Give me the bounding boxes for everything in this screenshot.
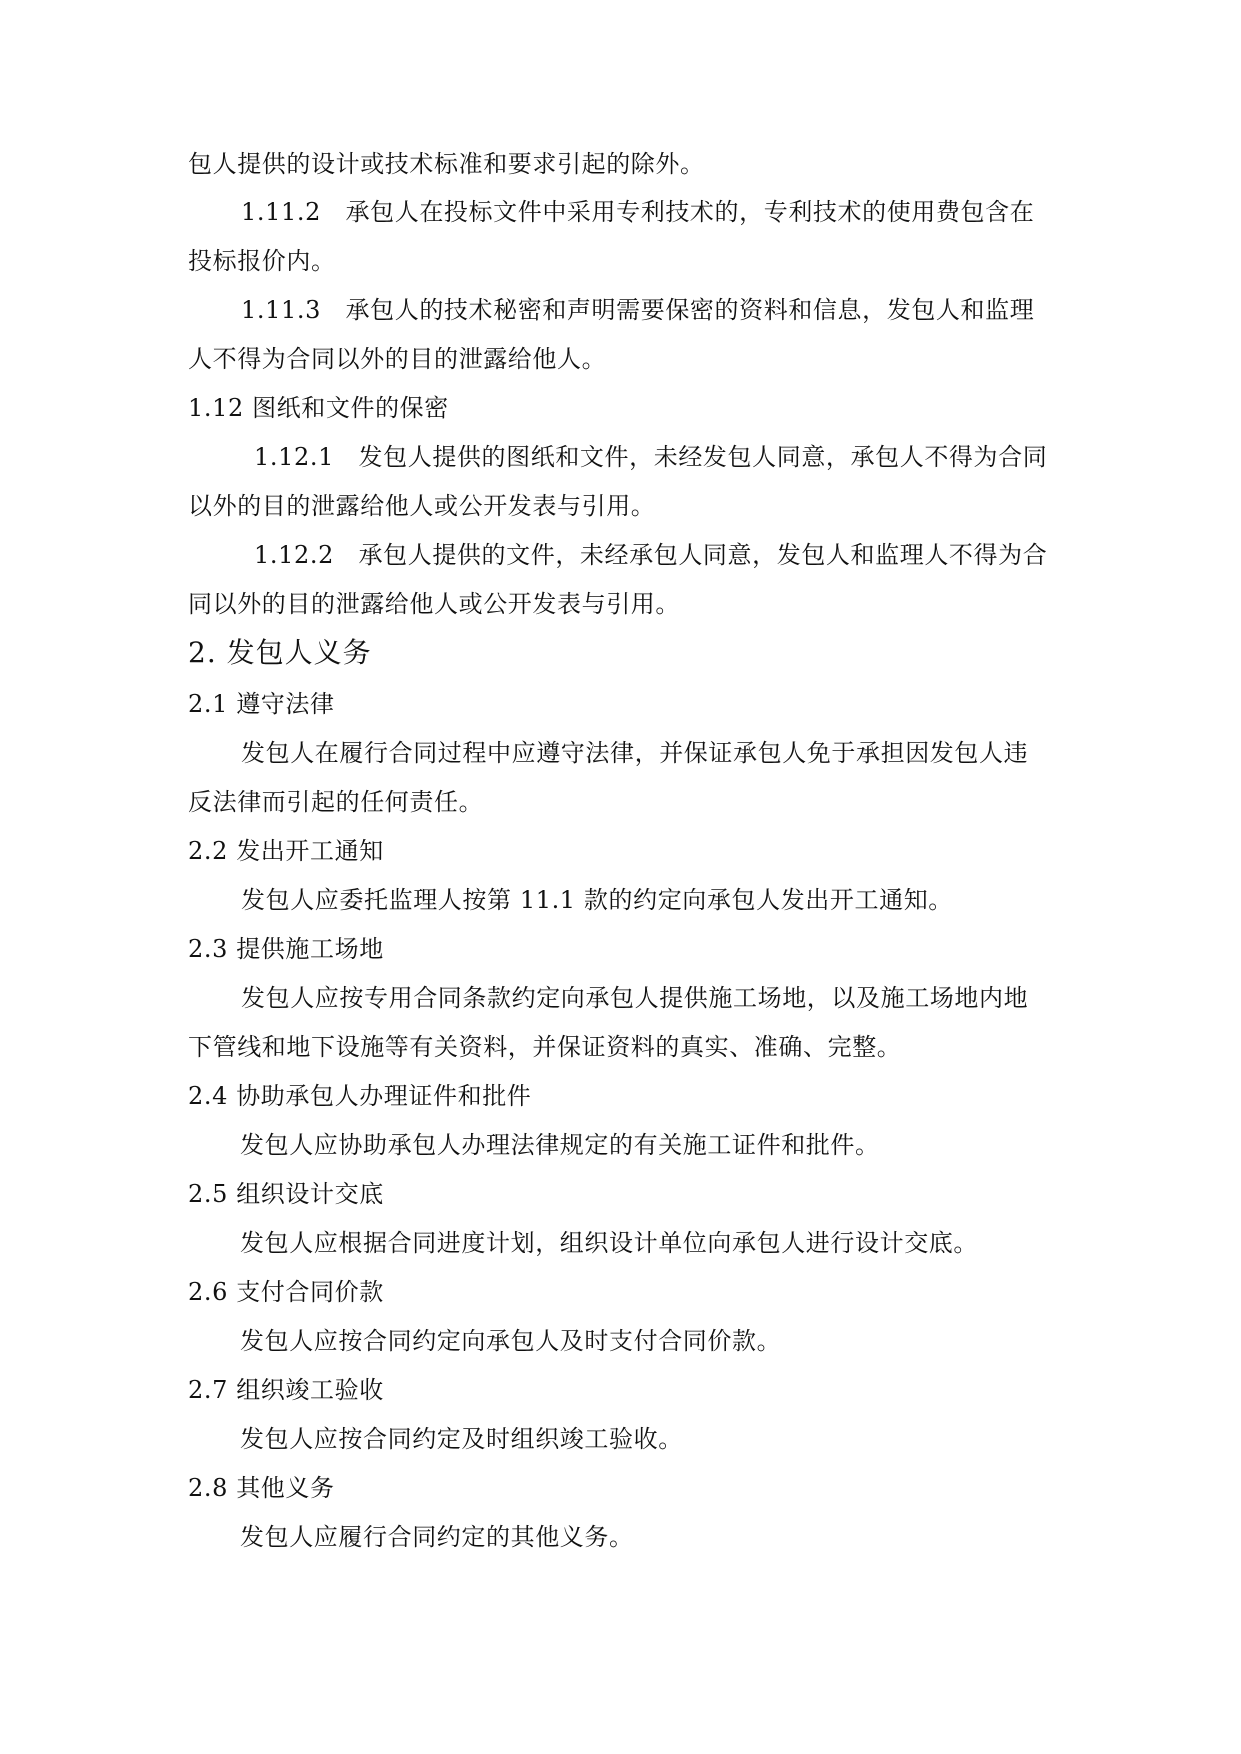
clause-1-12-2: 1.12.2 承包人提供的文件，未经承包人同意，发包人和监理人不得为合 (254, 541, 1048, 569)
section-heading-2-6: 2.6 支付合同价款 (188, 1278, 384, 1306)
section-heading-2-5: 2.5 组织设计交底 (188, 1180, 384, 1208)
section-heading-2-3: 2.3 提供施工场地 (188, 935, 384, 963)
section-heading-2-4: 2.4 协助承包人办理证件和批件 (188, 1082, 532, 1110)
paragraph-line: 反法律而引起的任何责任。 (188, 788, 484, 816)
clause-1-11-3: 1.11.3 承包人的技术秘密和声明需要保密的资料和信息，发包人和监理 (241, 296, 1035, 324)
section-heading-2-1: 2.1 遵守法律 (188, 690, 335, 718)
paragraph-line: 发包人应履行合同约定的其他义务。 (240, 1523, 634, 1551)
paragraph-line: 以外的目的泄露给他人或公开发表与引用。 (188, 492, 656, 520)
paragraph-line: 同以外的目的泄露给他人或公开发表与引用。 (188, 590, 680, 618)
section-heading-2-8: 2.8 其他义务 (188, 1474, 335, 1502)
paragraph-line: 发包人在履行合同过程中应遵守法律，并保证承包人免于承担因发包人违 (241, 739, 1029, 767)
section-heading-2-7: 2.7 组织竣工验收 (188, 1376, 384, 1404)
section-heading-1-12: 1.12 图纸和文件的保密 (188, 394, 449, 422)
paragraph-line: 包人提供的设计或技术标准和要求引起的除外。 (188, 150, 705, 178)
paragraph-line: 发包人应按合同约定及时组织竣工验收。 (240, 1425, 683, 1453)
paragraph-line: 发包人应根据合同进度计划，组织设计单位向承包人进行设计交底。 (240, 1229, 978, 1257)
section-heading-2-2: 2.2 发出开工通知 (188, 837, 384, 865)
paragraph-line: 发包人应协助承包人办理法律规定的有关施工证件和批件。 (240, 1131, 880, 1159)
paragraph-line: 下管线和地下设施等有关资料，并保证资料的真实、准确、完整。 (188, 1033, 902, 1061)
paragraph-line: 人不得为合同以外的目的泄露给他人。 (188, 345, 607, 373)
clause-1-12-1: 1.12.1 发包人提供的图纸和文件，未经发包人同意，承包人不得为合同 (254, 443, 1048, 471)
paragraph-line: 发包人应委托监理人按第 11.1 款的约定向承包人发出开工通知。 (241, 886, 953, 914)
paragraph-line: 发包人应按专用合同条款约定向承包人提供施工场地，以及施工场地内地 (241, 984, 1029, 1012)
paragraph-line: 投标报价内。 (188, 247, 336, 275)
chapter-heading-2: 2. 发包人义务 (188, 636, 372, 669)
paragraph-line: 发包人应按合同约定向承包人及时支付合同价款。 (240, 1327, 782, 1355)
clause-1-11-2: 1.11.2 承包人在投标文件中采用专利技术的，专利技术的使用费包含在 (241, 198, 1035, 226)
